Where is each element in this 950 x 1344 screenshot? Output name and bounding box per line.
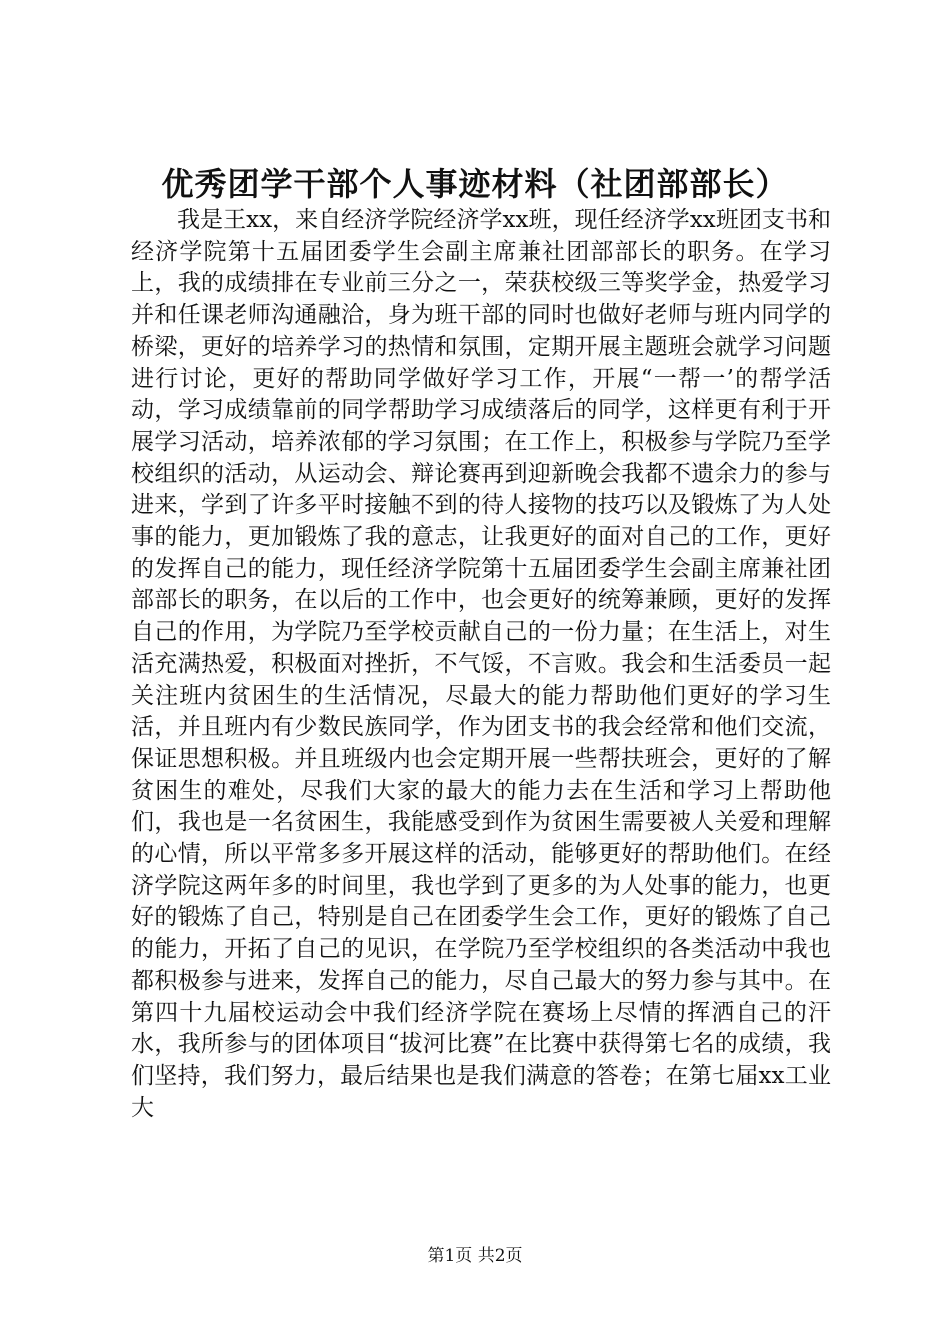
page-number-footer: 第1页 共2页 [427, 1246, 523, 1266]
document-body-paragraph: 我是王xx，来自经济学院经济学xx班，现任经济学xx班团支书和经济学院第十五届团委学生会副主席兼社团部部长的职务。在学习上，我的成绩排在专业前三分之一，荣获校级三等奖学金，热爱学习并和任课老师沟通融洽，身为班干部的同时也做好老师与班内同学的桥梁，更好的培养学习的热情和氛围，定期开展主题班会就学习问题进行讨论，更好的帮助同学做好学习工作，开展“一帮一’的帮学活动，学习成绩靠前的同学帮助学习成绩落后的同学，这样更有利于开展学习活动，培养浓郁的学习氛围；在工作上，积极参与学院乃至学校组织的活动，从运动会、辩论赛再到迎新晚会我都不遗余力的参与进来，学到了许多平时接触不到的待人接物的技巧以及锻炼了为人处事的能力，更加锻炼了我的意志，让我更好的面对自己的工作，更好的发挥自己的能力，现任经济学院第十五届团委学生会副主席兼社团部部长的职务，在以后的工作中，也会更好的统筹兼顾，更好的发挥自己的作用，为学院乃至学校贡献自己的一份力量；在生活上，对生活充满热爱，积极面对挫折，不气馁，不言败。我会和生活委员一起关注班内贫困生的生活情况，尽最大的能力帮助他们更好的学习生活，并且班内有少数民族同学，作为团支书的我会经常和他们交流，保证思想积极。并且班级内也会定期开展一些帮扶班会，更好的了解贫困生的难处，尽我们大家的最大的能力去在生活和学习上帮助他们，我也是一名贫困生，我能感受到作为贫困生需要被人关爱和理解的心情，所以平常多多开展这样的活动，能够更好的帮助他们。在经济学院这两年多的时间里，我也学到了更多的为人处事的能力，也更好的锻炼了自己，特别是自己在团委学生会工作，更好的锻炼了自己的能力，开拓了自己的见识，在学院乃至学校组织的各类活动中我也都积极参与进来，发挥自己的能力，尽自己最大的努力参与其中。在第四十九届校运动会中我们经济学院在赛场上尽情的挥洒自己的汗水，我所参与的团体项目“拔河比赛”在比赛中获得第七名的成绩，我们坚持，我们努力，最后结果也是我们满意的答卷；在第七届xx工业大 [131, 207, 831, 1121]
document-title: 优秀团学干部个人事迹材料（社团部部长） [161, 165, 789, 203]
